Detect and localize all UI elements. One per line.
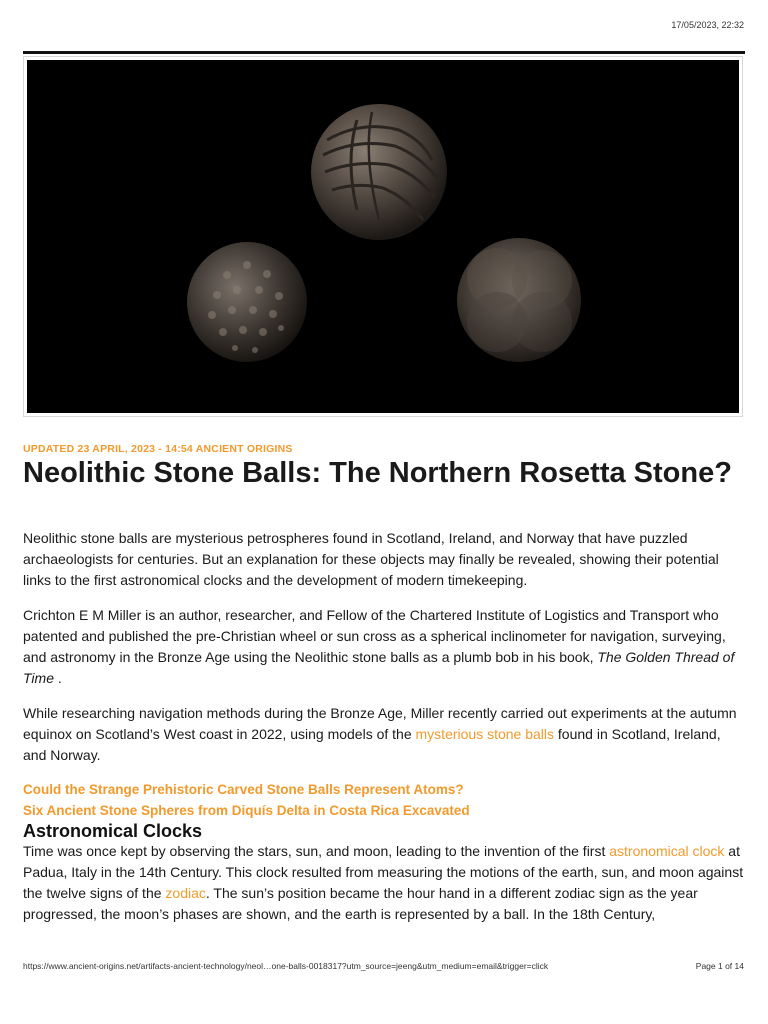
paragraph-miller [23,605,745,689]
hero-image-frame [23,56,743,417]
paragraph-research [23,703,745,766]
author-link[interactable]: ANCIENT ORIGINS [195,443,293,455]
paragraph-clocks [23,841,745,925]
paragraph-clocks-text-a: Time was once kept by observing the stars, sun, and moon, leading to the invention of the first [23,843,610,859]
stone-balls-image [27,60,739,413]
related-link-costa-rica[interactable]: Six Ancient Stone Spheres from Diquís Delta in Costa Rica Excavated [23,803,470,818]
paragraph-miller-text: Crichton E M Miller is an author, researcher, and Fellow of the Chartered Institute of Logistics and Transport who patented and published the pre-Christian wheel or sun cross as a spherical inclinometer for navigation, surveying, and astronomy in the Bronze Age using the Neolithic stone balls as a plumb bob in his book, [23,607,726,665]
paragraph-research-end: found in Scotland, Ireland, and Norway. [23,726,721,763]
page-number: Page 1 of 14 [695,961,744,971]
right-stone-ball [457,238,581,362]
paragraph-clocks-text-b: at Padua, Italy in the 14th Century. This clock resulted from measuring the motions of the earth, sun, and moon against the twelve signs of the [23,843,744,901]
top-rule [23,51,745,54]
top-stone-ball [311,104,447,240]
left-stone-ball [187,242,307,362]
updated-date: UPDATED 23 APRIL, 2023 - 14:54 [23,443,193,455]
paragraph-research-text: While researching navigation methods during the Bronze Age, Miller recently carried out experiments at the autumn equinox on Scotland’s West coast in 2022, using models of the [23,705,737,742]
section-heading: Astronomical Clocks [23,821,203,841]
related-link-atoms[interactable]: Could the Strange Prehistoric Carved Stone Balls Represent Atoms? [23,782,464,797]
print-timestamp: 17/05/2023, 22:32 [671,20,744,30]
astronomical-clock-link[interactable]: astronomical clock [609,843,725,859]
footer-url: https://www.ancient-origins.net/artifacts-ancient-technology/neol…one-balls-0018317?utm_source=jeeng&utm_medium=email&trigger=click [23,961,549,971]
article-title: Neolithic Stone Balls: The Northern Rosetta Stone? [23,457,732,489]
book-title: The Golden Thread of Time [23,649,735,686]
paragraph-miller-end: . [54,670,62,686]
stone-balls-link[interactable]: mysterious stone balls [415,726,555,742]
article-kicker [23,443,293,455]
zodiac-link[interactable]: zodiac [165,885,206,901]
hero-image [27,60,739,413]
paragraph-clocks-text-c: . The sun’s position became the hour hand in a different zodiac sign as the year progressed, the moon’s phases are shown, and the earth is represented by a ball. In the 18th Century, [23,885,698,922]
paragraph-intro: Neolithic stone balls are mysterious petrospheres found in Scotland, Ireland, and Norway that have puzzled archaeologists for centuries. But an explanation for these objects may finally be revealed, showing their potential links to the first astronomical clocks and the development of modern timekeeping. [23,530,719,588]
